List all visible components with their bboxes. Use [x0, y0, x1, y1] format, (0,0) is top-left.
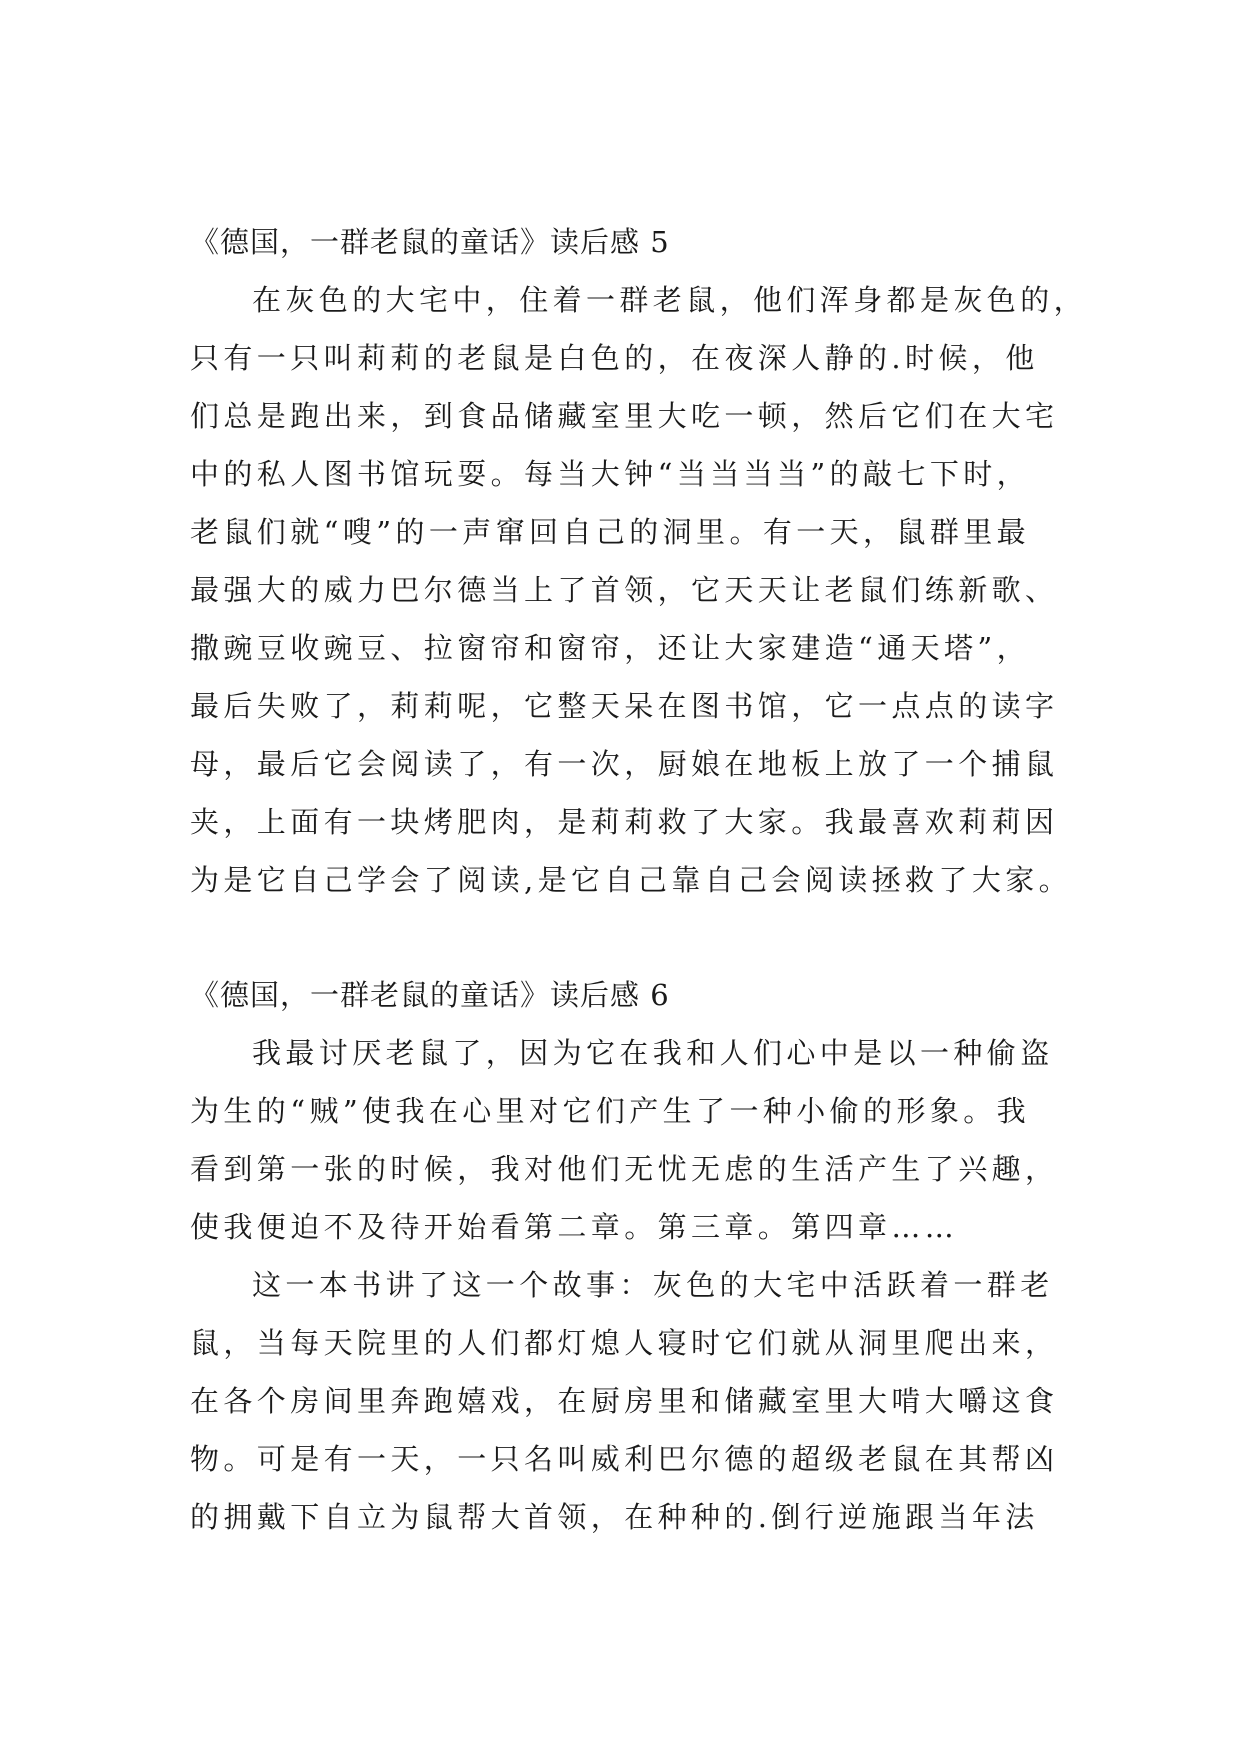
text-line: 老鼠们就“嗖”的一声窜回自己的洞里。有一天，鼠群里最 — [190, 515, 1031, 549]
text-line: 最后失败了，莉莉呢，它整天呆在图书馆，它一点点的读字 — [190, 689, 1059, 723]
text-line: 们总是跑出来，到食品储藏室里大吃一顿，然后它们在大宅 — [190, 399, 1059, 433]
paragraph — [190, 1256, 1070, 1546]
paragraph — [190, 271, 1088, 909]
text-line: 中的私人图书馆玩耍。每当大钟“当当当当”的敲七下时， — [190, 457, 1031, 491]
text-line: 我最讨厌老鼠了，因为它在我和人们心中是以一种偷盗 — [252, 1036, 1054, 1070]
essay-title: 《德国，一群老鼠的童话》读后感 6 — [190, 978, 670, 1012]
text-line: 在灰色的大宅中，住着一群老鼠，他们浑身都是灰色的， — [252, 283, 1088, 317]
text-line: 为是它自己学会了阅读,是它自己靠自己会阅读拯救了大家。 — [190, 863, 1073, 897]
text-line: 最强大的威力巴尔德当上了首领，它天天让老鼠们练新歌、 — [190, 573, 1059, 607]
text-line: 鼠，当每天院里的人们都灯熄人寝时它们就从洞里爬出来， — [190, 1326, 1059, 1360]
text-line: 夹，上面有一块烤肥肉，是莉莉救了大家。我最喜欢莉莉因 — [190, 805, 1059, 839]
text-line: 撒豌豆收豌豆、拉窗帘和窗帘，还让大家建造“通天塔”， — [190, 631, 1031, 665]
text-line: 物。可是有一天，一只名叫威利巴尔德的超级老鼠在其帮凶 — [190, 1442, 1059, 1476]
text-line: 母，最后它会阅读了，有一次，厨娘在地板上放了一个捕鼠 — [190, 747, 1059, 781]
text-line: 看到第一张的时候，我对他们无忧无虑的生活产生了兴趣， — [190, 1152, 1059, 1186]
essay-section-6 — [190, 975, 1070, 1546]
text-line: 只有一只叫莉莉的老鼠是白色的，在夜深人静的.时候，他 — [190, 341, 1039, 375]
text-line: 使我便迫不及待开始看第二章。第三章。第四章…… — [190, 1210, 959, 1244]
text-line: 在各个房间里奔跑嬉戏，在厨房里和储藏室里大啃大嚼这食 — [190, 1384, 1059, 1418]
essay-title: 《德国，一群老鼠的童话》读后感 5 — [190, 225, 670, 259]
text-line: 为生的“贼”使我在心里对它们产生了一种小偷的形象。我 — [190, 1094, 1031, 1128]
paragraph — [190, 1024, 1070, 1256]
essay-section-5 — [190, 222, 1088, 909]
text-line: 的拥戴下自立为鼠帮大首领，在种种的.倒行逆施跟当年法 — [190, 1500, 1039, 1534]
text-line: 这一本书讲了这一个故事：灰色的大宅中活跃着一群老 — [252, 1268, 1054, 1302]
